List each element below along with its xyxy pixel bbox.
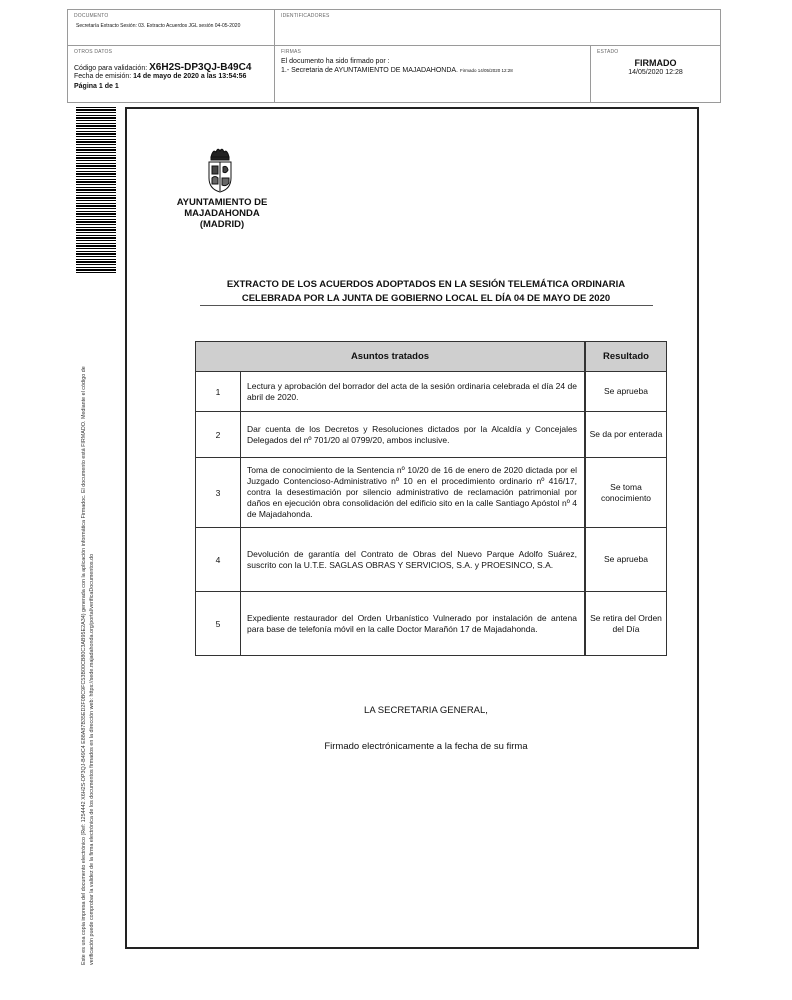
barcode-image <box>76 107 116 275</box>
row-result: Se retira del Orden del Día <box>585 592 667 656</box>
row-number: 1 <box>196 372 241 412</box>
row-number: 4 <box>196 528 241 592</box>
document-header <box>67 9 721 103</box>
emission-prefix: Fecha de emisión: <box>74 73 132 80</box>
documento-value: Secretaría Extracto Sesión: 03. Extracto Acuerdos JGL sesión 04-05-2020 <box>76 23 241 29</box>
signed-note: Firmado electrónicamente a la fecha de su firma <box>324 741 528 752</box>
organization-name <box>166 197 278 230</box>
validation-line <box>74 62 251 73</box>
table-row <box>196 592 667 656</box>
coat-of-arms-icon <box>205 145 235 193</box>
page-info: Página 1 de 1 <box>74 83 119 90</box>
otros-datos-label: OTROS DATOS <box>74 49 113 55</box>
column-header-asuntos: Asuntos tratados <box>196 342 586 372</box>
firmas-cell <box>275 46 591 102</box>
row-description: Lectura y aprobación del borrador del acta de la sesión ordinaria celebrada el día 24 de abril de 2020. <box>241 372 586 412</box>
estado-label: ESTADO <box>597 49 619 55</box>
signer-small-date: Firmado 14/05/2020 12:28 <box>459 68 513 73</box>
emission-line <box>74 73 246 80</box>
org-line-1: AYUNTAMIENTO DE <box>176 197 268 208</box>
signer-line <box>281 67 513 74</box>
documento-cell <box>68 10 275 46</box>
row-result: Se aprueba <box>585 372 667 412</box>
agenda-table <box>195 341 667 656</box>
row-result: Se toma conocimiento <box>585 458 667 528</box>
side-note-line-2: verificación puede comprobar la validez de la firma electrónica de los documentos firmados en la dirección web: https://sede.majadahonda.org/portal/verificaDocumentos.do <box>89 553 95 965</box>
signed-intro: El documento ha sido firmado por : <box>281 58 390 65</box>
side-verification-note <box>80 295 96 965</box>
row-description: Toma de conocimiento de la Sentencia nº 10/20 de 16 de enero de 2020 dictada por el Juzgado Contencioso-Administrativo nº 10 en el procedimiento ordinario nº 416/17, contra la desestimación por silencio administrativo de reclamación patrimonial por daños en ejecución obra consolidación del edificio sito en la calle Santiago Apóstol nº 4 de Majadahonda. <box>241 458 586 528</box>
estado-cell <box>591 46 720 102</box>
side-note-line-1: Este es una copia impresa del documento electrónico (Ref: 1254442 X6H2S-DP3QJ-B49C4 E88A87B35ED2F0BC9FC53B00CB80C3AB95E2A34) generada con la aplicación informática Firmadoc. El documento está FIRMADO. Mediante el código de <box>81 366 87 965</box>
table-row <box>196 412 667 458</box>
org-line-3: (MADRID) <box>199 219 245 230</box>
row-description: Devolución de garantía del Contrato de Obras del Nuevo Parque Adolfo Suárez, suscrito con la U.T.E. SAGLAS OBRAS Y SERVICIOS, S.A. y PROESINCO, S.A. <box>241 528 586 592</box>
row-description: Dar cuenta de los Decretos y Resoluciones dictados por la Alcaldía y Concejales Delegados del nº 701/20 al 0799/20, ambos inclusive. <box>241 412 586 458</box>
title-line-1: EXTRACTO DE LOS ACUERDOS ADOPTADOS EN LA SESIÓN TELEMÁTICA ORDINARIA <box>226 279 626 290</box>
validation-prefix: Código para validación: <box>74 65 148 72</box>
title-line-2: CELEBRADA POR LA JUNTA DE GOBIERNO LOCAL EL DÍA 04 DE MAYO DE 2020 <box>241 293 611 304</box>
otros-datos-cell <box>68 46 275 102</box>
signer-text: 1.- Secretaria de AYUNTAMIENTO DE MAJADAHONDA. <box>281 67 458 74</box>
emission-date: 14 de mayo de 2020 a las 13:54:56 <box>133 73 247 80</box>
table-row <box>196 458 667 528</box>
firmas-label: FIRMAS <box>281 49 302 55</box>
signer-title: LA SECRETARIA GENERAL, <box>364 705 488 716</box>
status-badge: FIRMADO <box>634 58 677 68</box>
column-header-resultado: Resultado <box>585 342 667 372</box>
row-number: 3 <box>196 458 241 528</box>
row-result: Se da por enterada <box>585 412 667 458</box>
title-underline <box>200 305 653 306</box>
documento-label: DOCUMENTO <box>74 13 109 19</box>
validation-code: X6H2S-DP3QJ-B49C4 <box>149 62 252 73</box>
table-header-row <box>196 342 667 372</box>
document-title <box>196 278 656 306</box>
identificadores-cell <box>275 10 720 46</box>
status-date: 14/05/2020 12:28 <box>628 69 683 76</box>
row-description: Expediente restaurador del Orden Urbanístico Vulnerado por instalación de antena para base de telefonía móvil en la calle Doctor Marañón 17 de Majadahonda. <box>241 592 586 656</box>
table-row <box>196 372 667 412</box>
row-number: 5 <box>196 592 241 656</box>
org-line-2: MAJADAHONDA <box>184 208 260 219</box>
row-result: Se aprueba <box>585 528 667 592</box>
table-row <box>196 528 667 592</box>
identificadores-label: IDENTIFICADORES <box>281 13 330 19</box>
row-number: 2 <box>196 412 241 458</box>
